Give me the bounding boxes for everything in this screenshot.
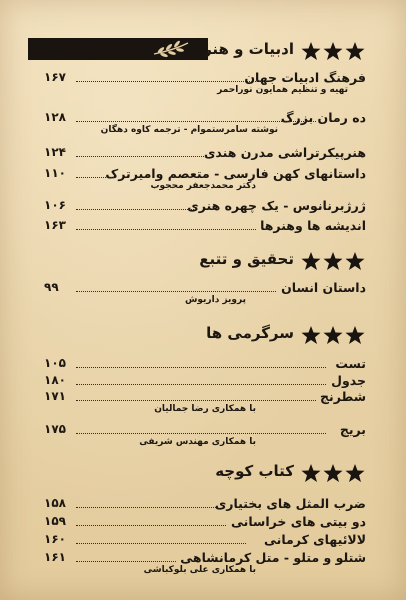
entry-title: داستانهای کهن فارسی - متعصم وامیرترک bbox=[105, 166, 366, 181]
entry-title: تست bbox=[335, 356, 366, 371]
toc-entry[interactable] bbox=[0, 198, 406, 218]
entry-title: ده رمان بزرگ bbox=[280, 110, 366, 125]
entry-credit: با همکاری رضا جمالیان bbox=[154, 404, 256, 414]
section-street-book bbox=[0, 460, 406, 590]
toc-entry[interactable] bbox=[0, 389, 406, 419]
triple-star-icon bbox=[300, 463, 366, 483]
entry-credit: نوشته سامرستموام - ترجمه کاوه دهگان bbox=[100, 125, 278, 135]
entry-title: فرهنگ ادبیات جهان bbox=[244, 70, 366, 85]
toc-entry[interactable] bbox=[0, 218, 406, 238]
section-literature-art bbox=[0, 38, 406, 238]
entry-page-number: ۱۲۴ bbox=[44, 145, 66, 159]
entry-page-number: ۱۶۰ bbox=[44, 532, 66, 546]
entry-credit: با همکاری مهندس شریفی bbox=[139, 437, 256, 447]
toc-entry[interactable] bbox=[0, 166, 406, 196]
section-entertainment bbox=[0, 322, 406, 452]
leader-dots bbox=[76, 229, 256, 230]
toc-entry[interactable] bbox=[0, 145, 406, 165]
section-title: کتاب کوچه bbox=[215, 462, 294, 480]
leader-dots bbox=[76, 384, 326, 385]
toc-entry[interactable] bbox=[0, 496, 406, 514]
section-header bbox=[0, 248, 406, 274]
entry-page-number: ۱۱۰ bbox=[44, 166, 66, 180]
section-title: تحقیق و تتبع bbox=[199, 250, 294, 268]
entry-page-number: ۱۶۱ bbox=[44, 550, 66, 564]
entry-title: لالائیهای کرمانی bbox=[264, 532, 366, 547]
entry-credit: پرویز داریوش bbox=[184, 295, 246, 305]
entry-title: هنرپیکرتراشی مدرن هندی bbox=[203, 145, 366, 160]
section-research bbox=[0, 248, 406, 318]
entry-page-number: ۱۷۵ bbox=[44, 422, 66, 436]
entry-page-number: ۱۸۰ bbox=[44, 373, 66, 387]
entry-page-number: ۱۵۸ bbox=[44, 496, 66, 510]
entry-credit: با همکاری علی بلوکباشی bbox=[143, 565, 256, 575]
toc-entry[interactable] bbox=[0, 70, 406, 100]
triple-star-icon bbox=[300, 251, 366, 271]
entry-credit: تهیه و تنظیم همایون نوراحمر bbox=[217, 85, 348, 95]
section-header bbox=[0, 38, 406, 64]
leader-dots bbox=[76, 367, 326, 368]
leader-dots bbox=[76, 156, 206, 157]
section-title: ادبیات و هنر bbox=[203, 40, 294, 58]
toc-entry[interactable] bbox=[0, 356, 406, 374]
toc-entry[interactable] bbox=[0, 514, 406, 532]
leader-dots bbox=[76, 433, 326, 434]
entry-title: شطرنج bbox=[320, 389, 366, 404]
toc-entry[interactable] bbox=[0, 280, 406, 312]
entry-title: داستان انسان bbox=[281, 280, 366, 295]
section-header bbox=[0, 460, 406, 486]
entry-title: شتلو و متلو - متل کرمانشاهی bbox=[180, 550, 366, 565]
leader-dots bbox=[76, 81, 266, 82]
entry-title: بریج bbox=[339, 422, 366, 437]
leader-dots bbox=[76, 177, 116, 178]
toc-entry[interactable] bbox=[0, 532, 406, 550]
entry-title: اندیشه ها وهنرها bbox=[260, 218, 366, 233]
entry-title: ژرژبرنانوس - یک چهره هنری bbox=[187, 198, 366, 213]
triple-star-icon bbox=[300, 325, 366, 345]
leader-dots bbox=[76, 525, 226, 526]
entry-page-number: ۱۷۱ bbox=[44, 389, 66, 403]
section-header bbox=[0, 322, 406, 348]
leader-dots bbox=[76, 121, 316, 122]
toc-entry[interactable] bbox=[0, 550, 406, 582]
entry-page-number: ۱۶۳ bbox=[44, 218, 66, 232]
leader-dots bbox=[76, 543, 246, 544]
entry-title: جدول bbox=[331, 373, 366, 388]
leader-dots bbox=[76, 209, 196, 210]
entry-title: ضرب المثل های بختیاری bbox=[214, 496, 366, 511]
triple-star-icon bbox=[300, 41, 366, 61]
leader-dots bbox=[76, 291, 276, 292]
entry-page-number: ۱۶۷ bbox=[44, 70, 66, 84]
section-title: سرگرمی ها bbox=[206, 324, 294, 342]
entry-page-number: ۱۲۸ bbox=[44, 110, 66, 124]
laurel-leaf-icon bbox=[152, 40, 190, 58]
leader-dots bbox=[76, 561, 176, 562]
toc-entry[interactable] bbox=[0, 110, 406, 140]
header-banner bbox=[28, 38, 208, 60]
entry-page-number: ۹۹ bbox=[44, 280, 59, 294]
leader-dots bbox=[76, 400, 316, 401]
entry-page-number: ۱۰۶ bbox=[44, 198, 66, 212]
entry-title: دو بیتی های خراسانی bbox=[231, 514, 366, 529]
entry-page-number: ۱۰۵ bbox=[44, 356, 66, 370]
entry-credit: دکتر محمدجعفر محجوب bbox=[150, 181, 256, 191]
entry-page-number: ۱۵۹ bbox=[44, 514, 66, 528]
leader-dots bbox=[76, 507, 216, 508]
toc-entry[interactable] bbox=[0, 422, 406, 452]
